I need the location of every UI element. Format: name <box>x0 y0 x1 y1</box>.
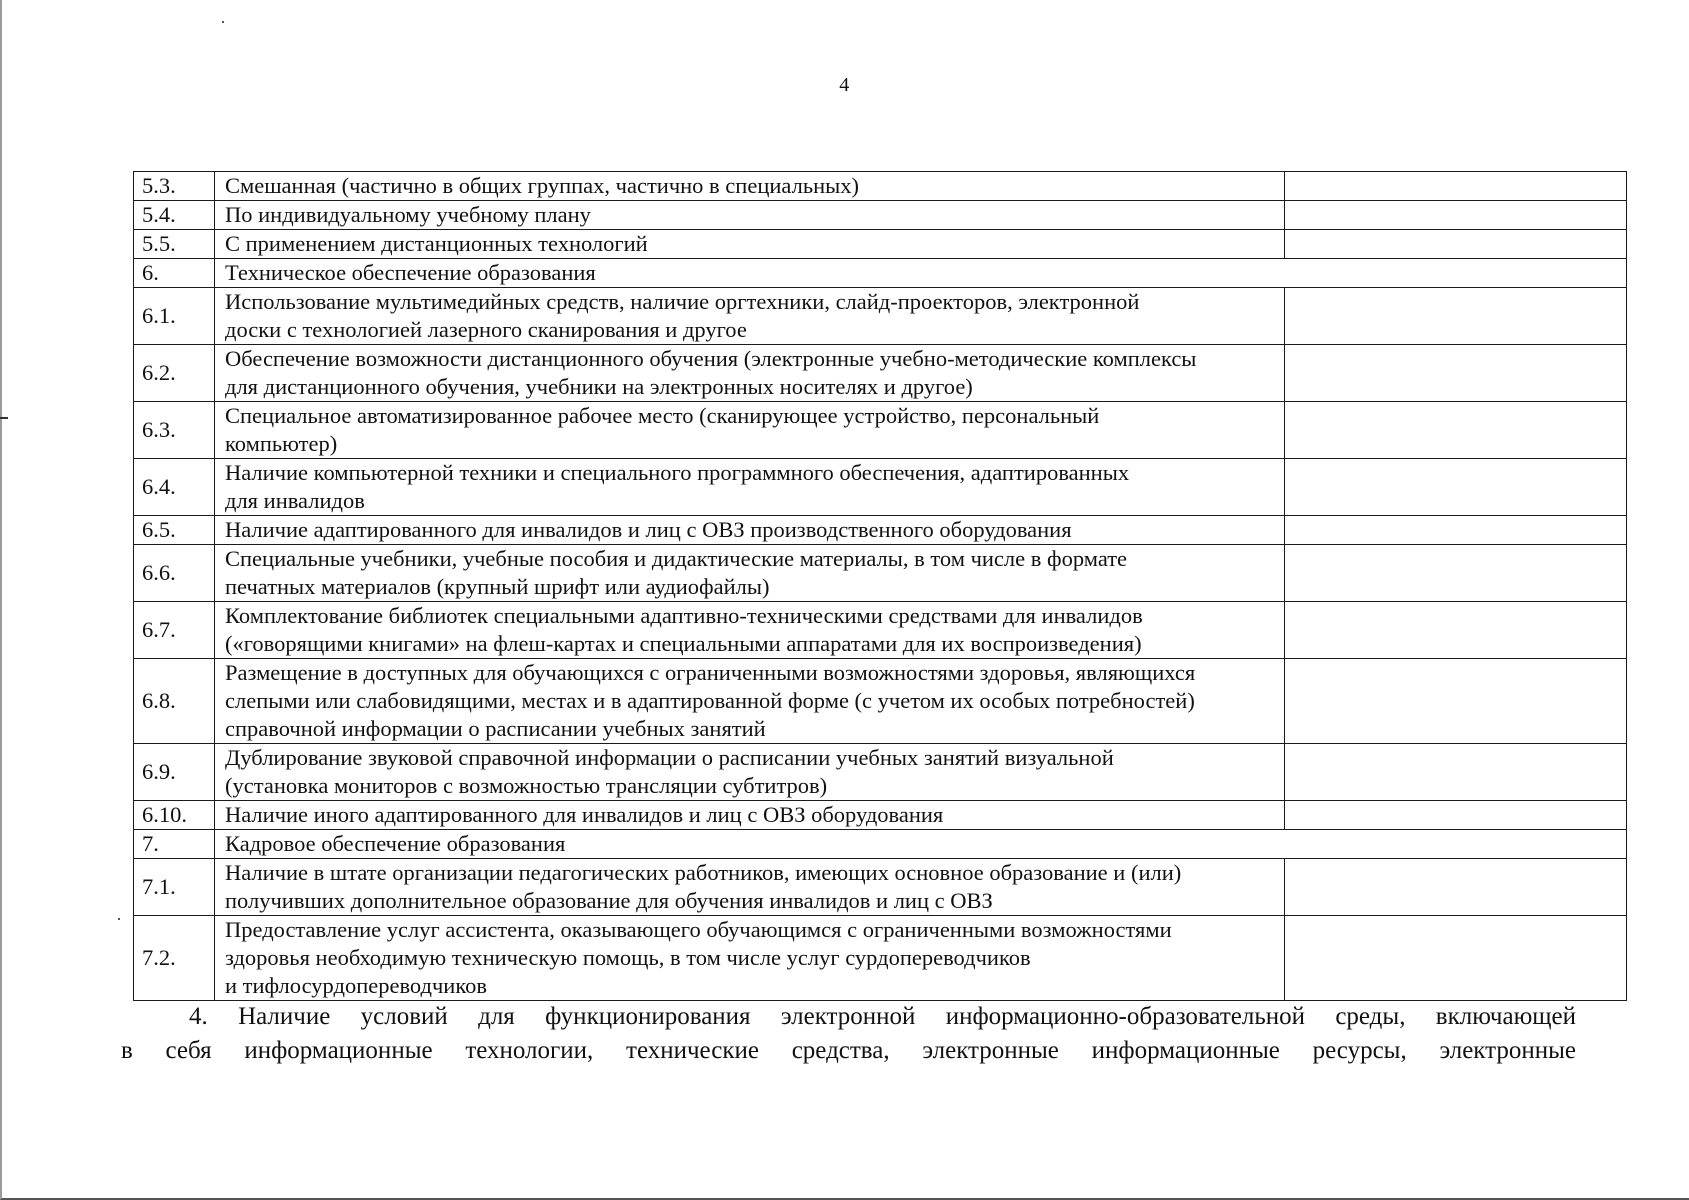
scan-speck <box>222 21 224 23</box>
paragraph-line: в себя информационные технологии, технические средства, электронные информационные ресурсы, электронные <box>121 1037 1576 1064</box>
scan-speck <box>118 918 120 920</box>
row-value-cell <box>1285 172 1627 201</box>
row-number: 6.5. <box>134 516 215 545</box>
table-row <box>134 744 1627 801</box>
row-value-cell <box>1285 230 1627 259</box>
row-number: 6.3. <box>134 402 215 459</box>
row-value-cell <box>1285 459 1627 516</box>
row-value-cell <box>1285 801 1627 830</box>
paragraph-4 <box>121 1000 1576 1068</box>
table-row <box>134 516 1627 545</box>
row-description: С применением дистанционных технологий <box>215 230 1285 259</box>
table-row <box>134 916 1627 1001</box>
row-value-cell <box>1285 345 1627 402</box>
row-description: Использование мультимедийных средств, наличие оргтехники, слайд-проекторов, электронной доски с технологией лазерного сканирования и другое <box>215 288 1285 345</box>
table-row <box>134 602 1627 659</box>
row-number: 6. <box>134 259 215 288</box>
row-number: 7.2. <box>134 916 215 1001</box>
section-title: Кадровое обеспечение образования <box>215 830 1627 859</box>
row-number: 6.1. <box>134 288 215 345</box>
row-value-cell <box>1285 602 1627 659</box>
row-number: 5.4. <box>134 201 215 230</box>
row-description: Специальные учебники, учебные пособия и дидактические материалы, в том числе в формате печатных материалов (крупный шрифт или аудиофайлы) <box>215 545 1285 602</box>
row-number: 5.5. <box>134 230 215 259</box>
row-description: Наличие адаптированного для инвалидов и лиц с ОВЗ производственного оборудования <box>215 516 1285 545</box>
row-value-cell <box>1285 744 1627 801</box>
table-row <box>134 230 1627 259</box>
row-number: 5.3. <box>134 172 215 201</box>
page-number: 4 <box>839 74 850 96</box>
row-number: 6.2. <box>134 345 215 402</box>
conditions-table <box>133 171 1627 1001</box>
row-number: 6.8. <box>134 659 215 744</box>
row-number: 6.9. <box>134 744 215 801</box>
table-row <box>134 402 1627 459</box>
margin-mark <box>0 417 8 419</box>
row-number: 6.6. <box>134 545 215 602</box>
row-value-cell <box>1285 201 1627 230</box>
row-value-cell <box>1285 516 1627 545</box>
row-description: Специальное автоматизированное рабочее место (сканирующее устройство, персональный компьютер) <box>215 402 1285 459</box>
row-value-cell <box>1285 402 1627 459</box>
row-value-cell <box>1285 545 1627 602</box>
table-row <box>134 801 1627 830</box>
row-description: Предоставление услуг ассистента, оказывающего обучающимся с ограниченными возможностями здоровья необходимую техническую помощь, в том числе услуг сурдопереводчиков и тифлосурдопереводчиков <box>215 916 1285 1001</box>
row-description: Дублирование звуковой справочной информации о расписании учебных занятий визуальной (установка мониторов с возможностью трансляции субтитров) <box>215 744 1285 801</box>
table-row <box>134 859 1627 916</box>
row-value-cell <box>1285 859 1627 916</box>
section-title: Техническое обеспечение образования <box>215 259 1627 288</box>
row-description: Наличие иного адаптированного для инвалидов и лиц с ОВЗ оборудования <box>215 801 1285 830</box>
row-description: Наличие в штате организации педагогических работников, имеющих основное образование и (или) получивших дополнительное образование для обучения инвалидов и лиц с ОВЗ <box>215 859 1285 916</box>
row-number: 7. <box>134 830 215 859</box>
row-value-cell <box>1285 288 1627 345</box>
row-description: Размещение в доступных для обучающихся с ограниченными возможностями здоровья, являющихся слепыми или слабовидящими, местах и в адаптированной форме (с учетом их особых потребностей) справочной информации о расписании учебных занятий <box>215 659 1285 744</box>
paragraph-line: 4. Наличие условий для функционирования электронной информационно-образовательной среды, включающей <box>189 1003 1576 1030</box>
table-section-row <box>134 259 1627 288</box>
table-row <box>134 172 1627 201</box>
row-description: Смешанная (частично в общих группах, частично в специальных) <box>215 172 1285 201</box>
row-number: 6.10. <box>134 801 215 830</box>
row-description: Обеспечение возможности дистанционного обучения (электронные учебно-методические комплексы для дистанционного обучения, учебники на электронных носителях и другое) <box>215 345 1285 402</box>
table-row <box>134 659 1627 744</box>
table-row <box>134 345 1627 402</box>
row-value-cell <box>1285 659 1627 744</box>
table-body <box>134 172 1627 1001</box>
row-description: Комплектование библиотек специальными адаптивно-техническими средствами для инвалидов («говорящими книгами» на флеш-картах и специальными аппаратами для их воспроизведения) <box>215 602 1285 659</box>
row-number: 7.1. <box>134 859 215 916</box>
table-row <box>134 288 1627 345</box>
row-description: По индивидуальному учебному плану <box>215 201 1285 230</box>
table-row <box>134 545 1627 602</box>
table-row <box>134 459 1627 516</box>
row-number: 6.4. <box>134 459 215 516</box>
row-number: 6.7. <box>134 602 215 659</box>
table-row <box>134 201 1627 230</box>
row-description: Наличие компьютерной техники и специального программного обеспечения, адаптированных для инвалидов <box>215 459 1285 516</box>
row-value-cell <box>1285 916 1627 1001</box>
table-section-row <box>134 830 1627 859</box>
